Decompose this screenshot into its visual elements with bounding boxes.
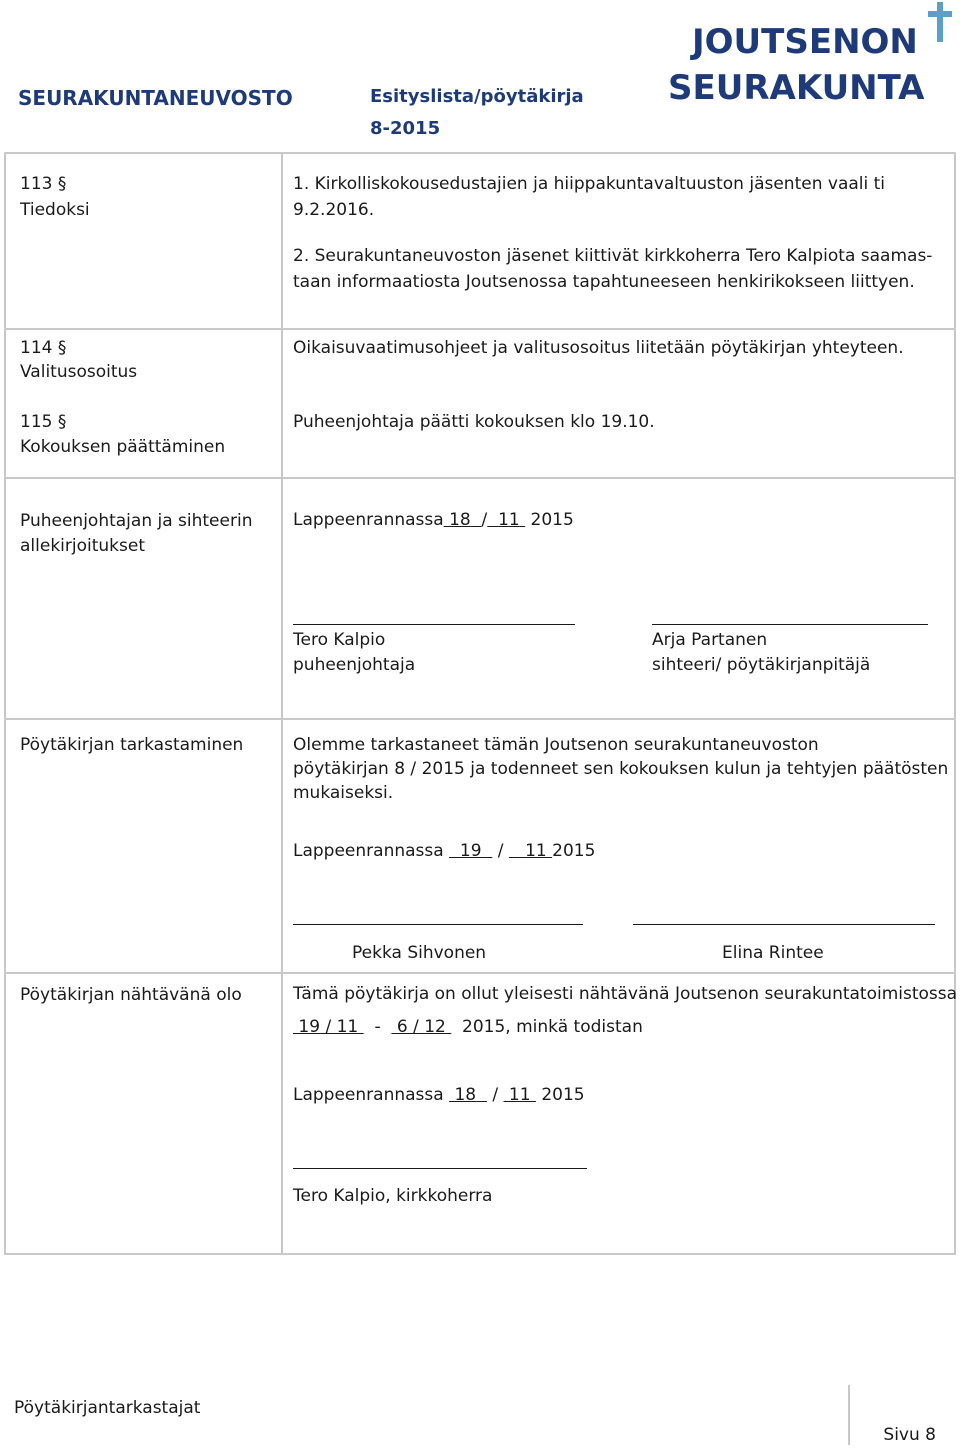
display-label: Pöytäkirjan nähtävänä olo [20,985,242,1005]
display-place-date: Lappeenrannassa 18 / 11 2015 [293,1085,585,1105]
sec114-text: Oikaisuvaatimusohjeet ja valitusosoitus liitetään pöytäkirjan yhteyteen. [293,338,904,358]
logo-line2: SEURAKUNTA [668,68,925,108]
signature-line [293,1168,587,1169]
place: Lappeenrannassa [293,841,444,861]
row-divider [4,328,956,330]
display-tail: 2015, minkä todistan [462,1017,643,1037]
year: 2015 [552,841,596,861]
month-field: 11 [525,841,547,861]
logo-line1: JOUTSENON [692,22,918,62]
place: Lappeenrannassa [293,510,444,530]
sec114-number: 114 § [20,338,67,358]
review-line1: Olemme tarkastaneet tämän Joutsenon seurakuntaneuvoston [293,735,819,755]
year: 2015 [541,1085,585,1105]
signatures-place-date: Lappeenrannassa 18 / 11 2015 [293,510,574,530]
header-doc-type: Esityslista/pöytäkirja [370,86,584,107]
sec113-item1-line2: 9.2.2016. [293,200,375,220]
sec113-item2-line1: 2. Seurakuntaneuvoston jäsenet kiittivät kirkkoherra Tero Kalpiota saamas- [293,246,933,266]
reviewer2-name: Elina Rintee [722,943,824,963]
month-field: 11 [498,510,520,530]
end-day: 6 [396,1017,408,1037]
chair-name: Tero Kalpio [293,630,386,650]
sec114-title: Valitusosoitus [20,362,138,382]
signature-line-left [293,624,575,625]
year: 2015 [530,510,574,530]
display-line1: Tämä pöytäkirja on ollut yleisesti nähtävänä Joutsenon seurakuntatoimistossa [293,984,958,1004]
start-day: 19 [298,1017,321,1037]
row-divider [4,972,956,974]
sec113-number: 113 § [20,174,67,194]
footer-reviewers-label: Pöytäkirjantarkastajat [14,1398,201,1418]
secretary-name: Arja Partanen [652,630,768,650]
chair-role: puheenjohtaja [293,655,416,675]
end-month: / 12 [413,1017,446,1037]
page-number: Sivu 8 [883,1425,936,1445]
sec113-item1-line1: 1. Kirkolliskokousedustajien ja hiippakuntavaltuuston jäsenten vaali ti [293,174,886,194]
signatures-label-line2: allekirjoitukset [20,536,145,556]
cross-icon [928,2,952,42]
review-line3: mukaiseksi. [293,783,394,803]
day-field: 18 [449,510,471,530]
review-label: Pöytäkirjan tarkastaminen [20,735,244,755]
signature-line-right [652,624,928,625]
signature-line-right [633,924,935,925]
review-line2: pöytäkirjan 8 / 2015 ja todenneet sen kokouksen kulun ja tehtyjen päätösten [293,759,949,779]
display-dates: 19 / 11 - 6 / 12 2015, minkä todistan [293,1015,643,1039]
header-org: SEURAKUNTANEUVOSTO [18,86,293,110]
column-divider [281,152,283,1255]
signature-line-left [293,924,583,925]
footer-divider [848,1385,850,1445]
header-doc-number: 8-2015 [370,118,441,139]
sec115-number: 115 § [20,412,67,432]
month-field: 11 [508,1085,531,1105]
signatures-label-line1: Puheenjohtajan ja sihteerin [20,511,253,531]
place: Lappeenrannassa [293,1085,444,1105]
sec115-text: Puheenjohtaja päätti kokouksen klo 19.10. [293,412,655,432]
sec115-title: Kokouksen päättäminen [20,437,226,457]
row-divider [4,718,956,720]
secretary-role: sihteeri/ pöytäkirjanpitäjä [652,655,871,675]
day-field: 18 [454,1085,477,1105]
display-signer: Tero Kalpio, kirkkoherra [293,1186,493,1206]
sec113-item2-line2: taan informaatiosta Joutsenossa tapahtuneeseen henkirikokseen liittyen. [293,272,915,292]
row-divider [4,477,956,479]
start-month: / 11 [325,1017,359,1037]
reviewer1-name: Pekka Sihvonen [352,943,487,963]
review-place-date: Lappeenrannassa 19 / 11 2015 [293,841,596,861]
sec113-title: Tiedoksi [20,200,90,220]
day-field: 19 [459,841,482,861]
